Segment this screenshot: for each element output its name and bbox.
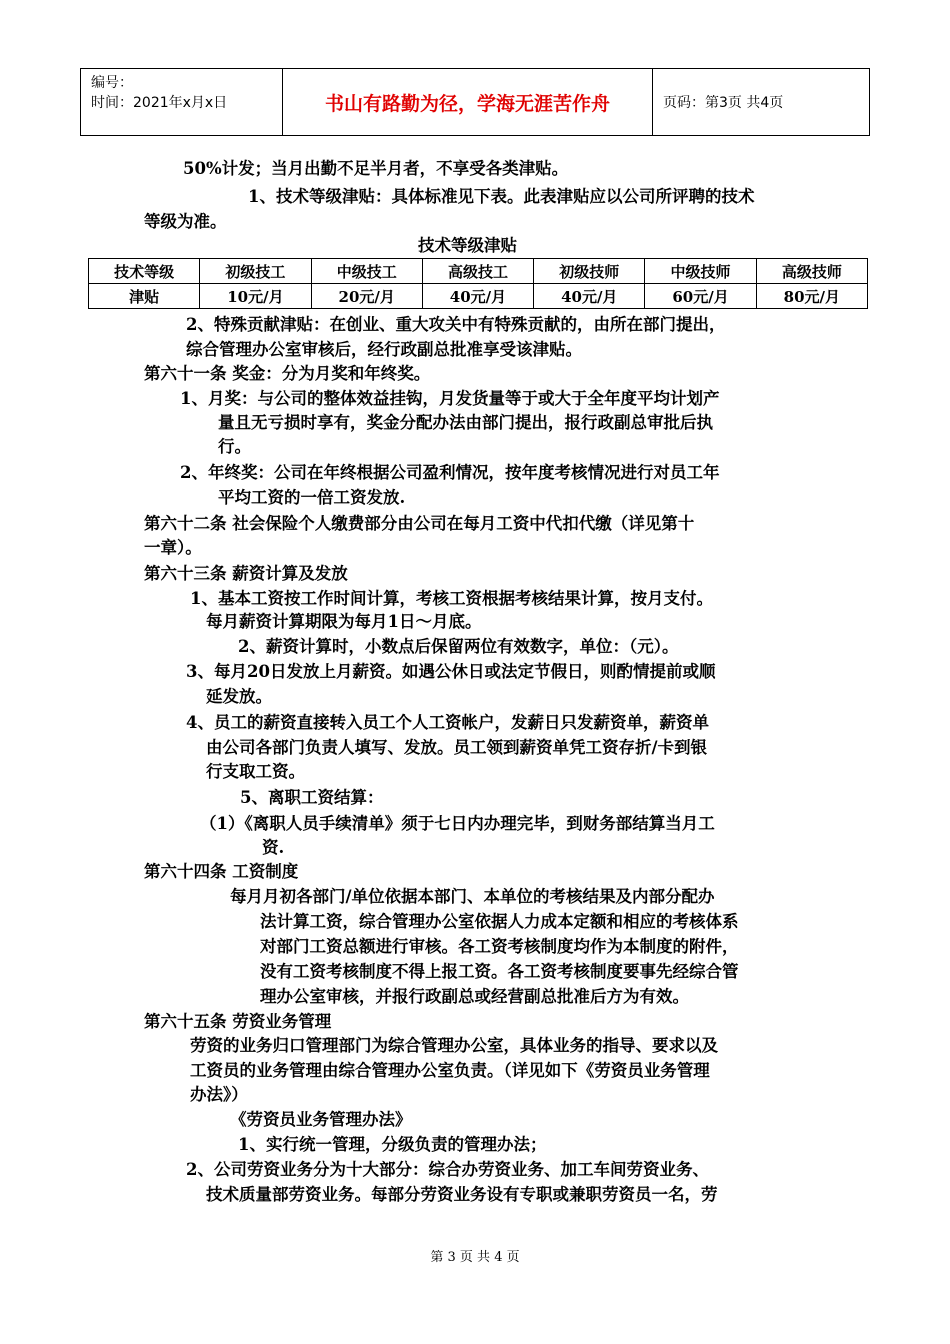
text-line: 3、每月20日发放上月薪资。如遇公休日或法定节假日，则酌情提前或顺 — [186, 662, 716, 681]
text-line: 平均工资的一倍工资发放. — [218, 488, 406, 507]
text-line: 对部门工资总额进行审核。各工资考核制度均作为本制度的附件， — [260, 937, 739, 956]
article-heading: 第六十一条 奖金：分为月奖和年终奖。 — [144, 364, 431, 383]
text-line: 行支取工资。 — [206, 762, 305, 781]
text-line: 2、年终奖：公司在年终根据公司盈利情况，按年度考核情况进行对员工年 — [180, 463, 720, 482]
table-cell: 中级技工 — [311, 259, 422, 284]
page-header — [80, 68, 870, 136]
header-motto: 书山有路勤为径，学海无涯苦作舟 — [283, 69, 653, 135]
text-line: 每月薪资计算期限为每月1日～月底。 — [206, 612, 482, 631]
text-line: 1、实行统一管理，分级负责的管理办法； — [238, 1135, 547, 1154]
text-line: 5、离职工资结算： — [240, 788, 384, 807]
text-line: 工资员的业务管理由综合管理办公室负责。（详见如下《劳资员业务管理 — [190, 1061, 710, 1080]
table-cell: 初级技师 — [534, 259, 645, 284]
text-line: 2、薪资计算时，小数点后保留两位有效数字，单位：（元）。 — [238, 637, 679, 656]
table-cell: 20元/月 — [311, 284, 422, 309]
text-line: 办法》） — [190, 1085, 248, 1104]
text-line: 1、基本工资按工作时间计算，考核工资根据考核结果计算，按月支付。 — [190, 589, 713, 608]
table-title: 技术等级津贴 — [418, 236, 517, 255]
text-line: 技术质量部劳资业务。每部分劳资业务设有专职或兼职劳资员一名，劳 — [206, 1185, 718, 1204]
table-cell: 技术等级 — [89, 259, 200, 284]
text-line: 由公司各部门负责人填写、发放。员工领到薪资单凭工资存折/卡到银 — [206, 738, 708, 757]
table-cell: 40元/月 — [422, 284, 533, 309]
page-footer: 第 3 页 共 4 页 — [430, 1250, 520, 1265]
table-cell: 高级技师 — [756, 259, 867, 284]
table-cell: 10元/月 — [200, 284, 311, 309]
text-line: 等级为准。 — [144, 212, 227, 231]
header-page-number: 页码：第3页 共4页 — [663, 95, 784, 111]
table-cell: 初级技工 — [200, 259, 311, 284]
document-number: 编号： — [91, 75, 133, 91]
table-row — [89, 284, 868, 309]
article-heading: 第六十二条 社会保险个人缴费部分由公司在每月工资中代扣代缴（详见第十 — [144, 514, 695, 533]
article-heading: 第六十四条 工资制度 — [144, 862, 299, 881]
text-line: 50%计发；当月出勤不足半月者，不享受各类津贴。 — [183, 159, 569, 178]
document-date: 时间：2021年x月x日 — [91, 95, 228, 111]
table-cell: 津贴 — [89, 284, 200, 309]
text-line: 1、月奖：与公司的整体效益挂钩，月发货量等于或大于全年度平均计划产 — [180, 389, 720, 408]
text-line: 劳资的业务归口管理部门为综合管理办公室，具体业务的指导、要求以及 — [190, 1036, 718, 1055]
text-line: 2、特殊贡献津贴：在创业、重大攻关中有特殊贡献的，由所在部门提出， — [186, 315, 726, 334]
table-cell: 40元/月 — [534, 284, 645, 309]
table-cell: 60元/月 — [645, 284, 756, 309]
article-heading: 第六十五条 劳资业务管理 — [144, 1012, 332, 1031]
text-line: 4、员工的薪资直接转入员工个人工资帐户，发薪日只发薪资单，薪资单 — [186, 713, 709, 732]
table-row — [89, 259, 868, 284]
table-cell: 中级技师 — [645, 259, 756, 284]
text-line: 行。 — [218, 437, 251, 456]
text-line: 理办公室审核，并报行政副总或经营副总批准后方为有效。 — [260, 987, 689, 1006]
text-line: 资. — [262, 838, 285, 857]
text-line: 法计算工资，综合管理办公室依据人力成本定额和相应的考核体系 — [260, 912, 739, 931]
table-cell: 高级技工 — [422, 259, 533, 284]
text-line: 《劳资员业务管理办法》 — [230, 1110, 412, 1129]
text-line: 延发放。 — [206, 687, 272, 706]
text-line: 量且无亏损时享有，奖金分配办法由部门提出，报行政副总审批后执 — [218, 413, 713, 432]
text-line: 2、公司劳资业务分为十大部分：综合办劳资业务、加工车间劳资业务、 — [186, 1160, 709, 1179]
text-line: 每月月初各部门/单位依据本部门、本单位的考核结果及内部分配办 — [230, 887, 715, 906]
text-line: 综合管理办公室审核后，经行政副总批准享受该津贴。 — [186, 340, 582, 359]
header-meta — [81, 69, 283, 135]
text-line: 没有工资考核制度不得上报工资。各工资考核制度要事先经综合管 — [260, 962, 739, 981]
text-line: 一章）。 — [144, 538, 202, 557]
table-cell: 80元/月 — [756, 284, 867, 309]
technical-grade-allowance-table — [88, 258, 868, 309]
text-line: 1、技术等级津贴：具体标准见下表。此表津贴应以公司所评聘的技术 — [248, 187, 755, 206]
text-line: （1）《离职人员手续清单》须于七日内办理完毕，到财务部结算当月工 — [200, 814, 715, 833]
article-heading: 第六十三条 薪资计算及发放 — [144, 564, 348, 583]
